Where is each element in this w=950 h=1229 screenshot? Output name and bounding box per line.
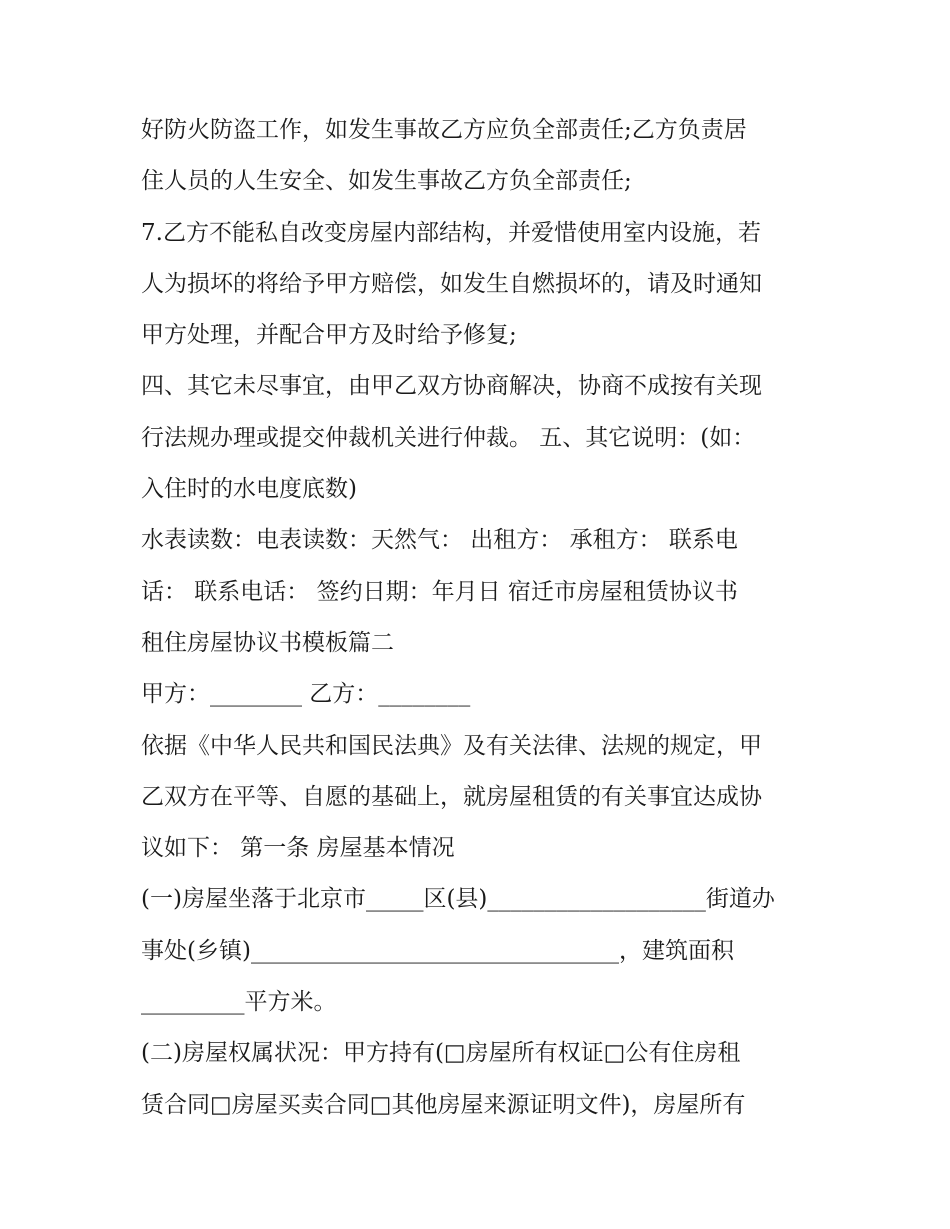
text-line: 人为损坏的将给予甲方赔偿，如发生自燃损坏的，请及时通知 bbox=[141, 270, 762, 297]
text-line: 事处(乡镇)________________________________，建筑面积 bbox=[141, 937, 734, 964]
text-line: 议如下： 第一条 房屋基本情况 bbox=[141, 835, 455, 862]
text-line: 住人员的人生安全、如发生事故乙方负全部责任; bbox=[141, 168, 632, 195]
text-line: 7.乙方不能私自改变房屋内部结构，并爱惜使用室内设施，若 bbox=[141, 219, 761, 246]
text-line: 依据《中华人民共和国民法典》及有关法律、法规的规定，甲 bbox=[141, 732, 762, 759]
document-body bbox=[141, 105, 841, 1131]
text-line: _________平方米。 bbox=[141, 989, 337, 1016]
text-line: (一)房屋坐落于北京市_____区(县)___________________街道办 bbox=[141, 886, 775, 913]
text-line: 赁合同□房屋买卖合同□其他房屋来源证明文件)，房屋所有 bbox=[141, 1091, 746, 1118]
party-line: 甲方：________ 乙方：________ bbox=[141, 681, 471, 708]
text-line: 入住时的水电度底数) bbox=[141, 476, 357, 503]
text-line: (二)房屋权属状况：甲方持有(□房屋所有权证□公有住房租 bbox=[141, 1040, 741, 1067]
text-line: 行法规办理或提交仲裁机关进行仲裁。 五、其它说明：(如： bbox=[141, 424, 756, 451]
text-line: 好防火防盗工作，如发生事故乙方应负全部责任;乙方负责居 bbox=[141, 117, 747, 143]
text-line: 乙双方在平等、自愿的基础上，就房屋租赁的有关事宜达成协 bbox=[141, 783, 762, 810]
text-line: 话： 联系电话： 签约日期：年月日 宿迁市房屋租赁协议书 bbox=[141, 578, 738, 605]
text-line: 甲方处理，并配合甲方及时给予修复; bbox=[141, 322, 517, 349]
section-heading: 租住房屋协议书模板篇二 bbox=[141, 629, 394, 656]
text-line: 水表读数：电表读数：天然气： 出租方： 承租方： 联系电 bbox=[141, 527, 738, 554]
text-line: 四、其它未尽事宜，由甲乙双方协商解决，协商不成按有关现 bbox=[141, 373, 762, 400]
